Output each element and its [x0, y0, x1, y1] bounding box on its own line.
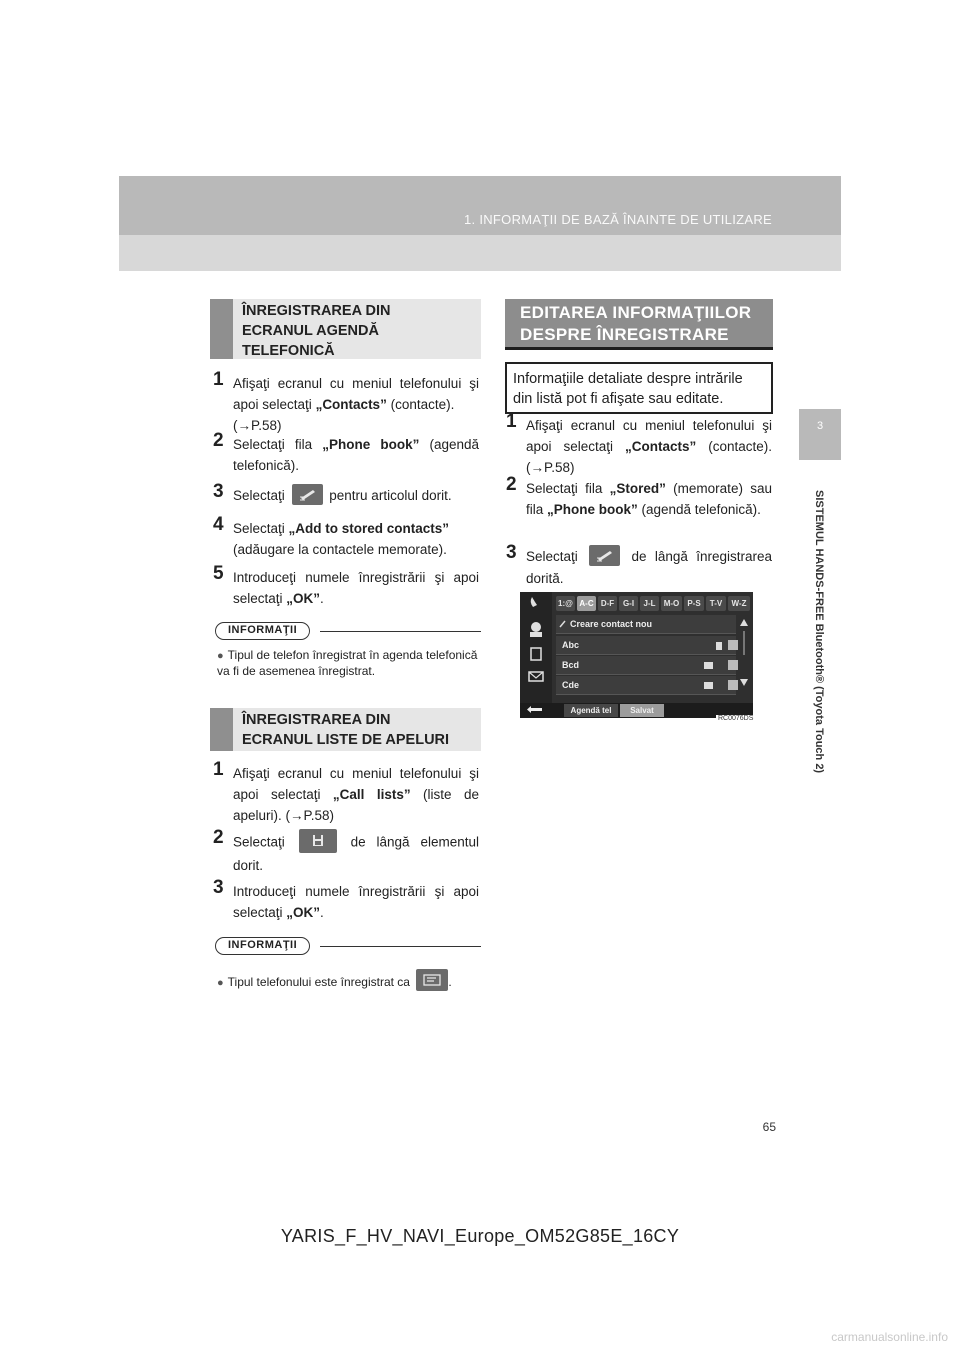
section-heading-phonebook — [210, 299, 481, 359]
screen-tab[interactable]: P-S — [684, 596, 704, 611]
info-note: ● Tipul telefonului este înregistrat ca . — [217, 972, 487, 994]
info-rule — [320, 946, 481, 947]
chapter-number-tab — [799, 409, 841, 460]
step-3: 3 Selectaţi pentru articolul dorit. — [213, 481, 452, 503]
screen-row-contact[interactable]: Cde — [556, 676, 736, 695]
section-heading-title: EDITAREA INFORMAŢIILOR DESPRE ÎNREGISTRARE — [520, 303, 752, 344]
screen-tab[interactable]: T-V — [706, 596, 726, 611]
step-2: 2 Selectaţi fila „Phone book” (agendă telefonică). — [213, 430, 480, 473]
save-icon — [299, 829, 337, 853]
step-5: 5 Introduceţi numele înregistrării şi apoi selectaţi „OK”. — [213, 563, 479, 606]
edit-icon — [589, 545, 620, 566]
screen-tab[interactable]: 1:@ — [556, 596, 575, 611]
info-note: ● Tipul de telefon înregistrat în agenda telefonică va fi de asemenea înregistrat. — [217, 648, 478, 678]
screen-row-icons — [556, 615, 753, 698]
info-rule — [320, 631, 481, 632]
step-1: 1 Afişaţi ecranul cu meniul telefonului şi apoi selectaţi „Call lists” (liste de apeluri). (→P.58) — [213, 759, 479, 823]
step-2: 2 Selectaţi fila „Stored” (memorate) sau fila „Phone book” (agendă telefonică). — [506, 474, 772, 517]
screen-row-contact[interactable]: Abc — [556, 636, 736, 655]
section-heading-bar — [210, 708, 233, 751]
bullet-icon: ● — [217, 650, 224, 662]
side-tab-text — [811, 490, 829, 790]
figure-code: RC0076DS — [718, 715, 754, 722]
screen-bottom-tab[interactable]: Agendă tel — [564, 704, 618, 717]
phone-contacts-screenshot — [520, 592, 753, 718]
document-code: YARIS_F_HV_NAVI_Europe_OM52G85E_16CY — [280, 1226, 680, 1246]
watermark: carmanualsonline.info — [831, 1330, 948, 1344]
section-heading-bar — [210, 299, 233, 359]
info-label: INFORMAŢII — [215, 937, 310, 955]
side-menu-icons — [520, 592, 552, 702]
screen-row-contact[interactable]: Bcd — [556, 656, 736, 675]
screen-tab[interactable]: W-Z — [728, 596, 750, 611]
section-heading-title: ÎNREGISTRAREA DIN ECRANUL AGENDĂ TELEFONICĂ — [242, 303, 391, 359]
step-4: 4 Selectaţi „Add to stored contacts” (adăugare la contactele memorate). — [213, 514, 450, 557]
screen-tab[interactable]: D-F — [598, 596, 617, 611]
step-3: 3 Introduceţi numele înregistrării şi apoi selectaţi „OK”. — [213, 877, 479, 920]
edit-icon — [292, 484, 323, 505]
screen-bottom-tab-selected[interactable]: Salvat — [620, 704, 664, 717]
screen-side-menu — [520, 592, 552, 718]
screen-row-new-contact[interactable]: Creare contact nou — [556, 615, 736, 634]
side-tab-label: SISTEMUL HANDS-FREE Bluetooth® (Toyota Touch 2) — [813, 490, 825, 774]
intro-text: Informaţiile detaliate despre intrările din listă pot fi afişate sau editate. — [505, 362, 773, 414]
step-2: 2 Selectaţi de lângă elementul dorit. — [213, 827, 479, 873]
info-label: INFORMAŢII — [215, 622, 310, 640]
step-1: 1 Afişaţi ecranul cu meniul telefonului şi apoi selectaţi „Contacts” (contacte). (→P.58) — [506, 411, 772, 475]
screen-tab[interactable]: M-O — [661, 596, 682, 611]
phone-type-icon — [416, 969, 448, 991]
step-3: 3 Selectaţi de lângă înregistrarea dorită. — [506, 542, 772, 586]
section-heading-edit — [505, 299, 773, 350]
screen-tab-selected[interactable]: A-C — [577, 596, 596, 611]
section-heading-call-lists — [210, 708, 481, 751]
back-icon[interactable] — [526, 705, 546, 716]
bullet-icon: ● — [217, 977, 224, 990]
screen-tab[interactable]: J-L — [640, 596, 659, 611]
chapter-title: 1. INFORMAŢII DE BAZĂ ÎNAINTE DE UTILIZARE — [463, 212, 772, 227]
page-number: 65 — [762, 1120, 776, 1134]
chapter-number: 3 — [816, 420, 824, 432]
step-1: 1 Afişaţi ecranul cu meniul telefonului şi apoi selectaţi „Contacts” (contacte). (→P.58) — [213, 369, 479, 433]
section-heading-title: ÎNREGISTRAREA DIN ECRANUL LISTE DE APELURI — [242, 712, 450, 748]
screen-tab[interactable]: G-I — [619, 596, 638, 611]
